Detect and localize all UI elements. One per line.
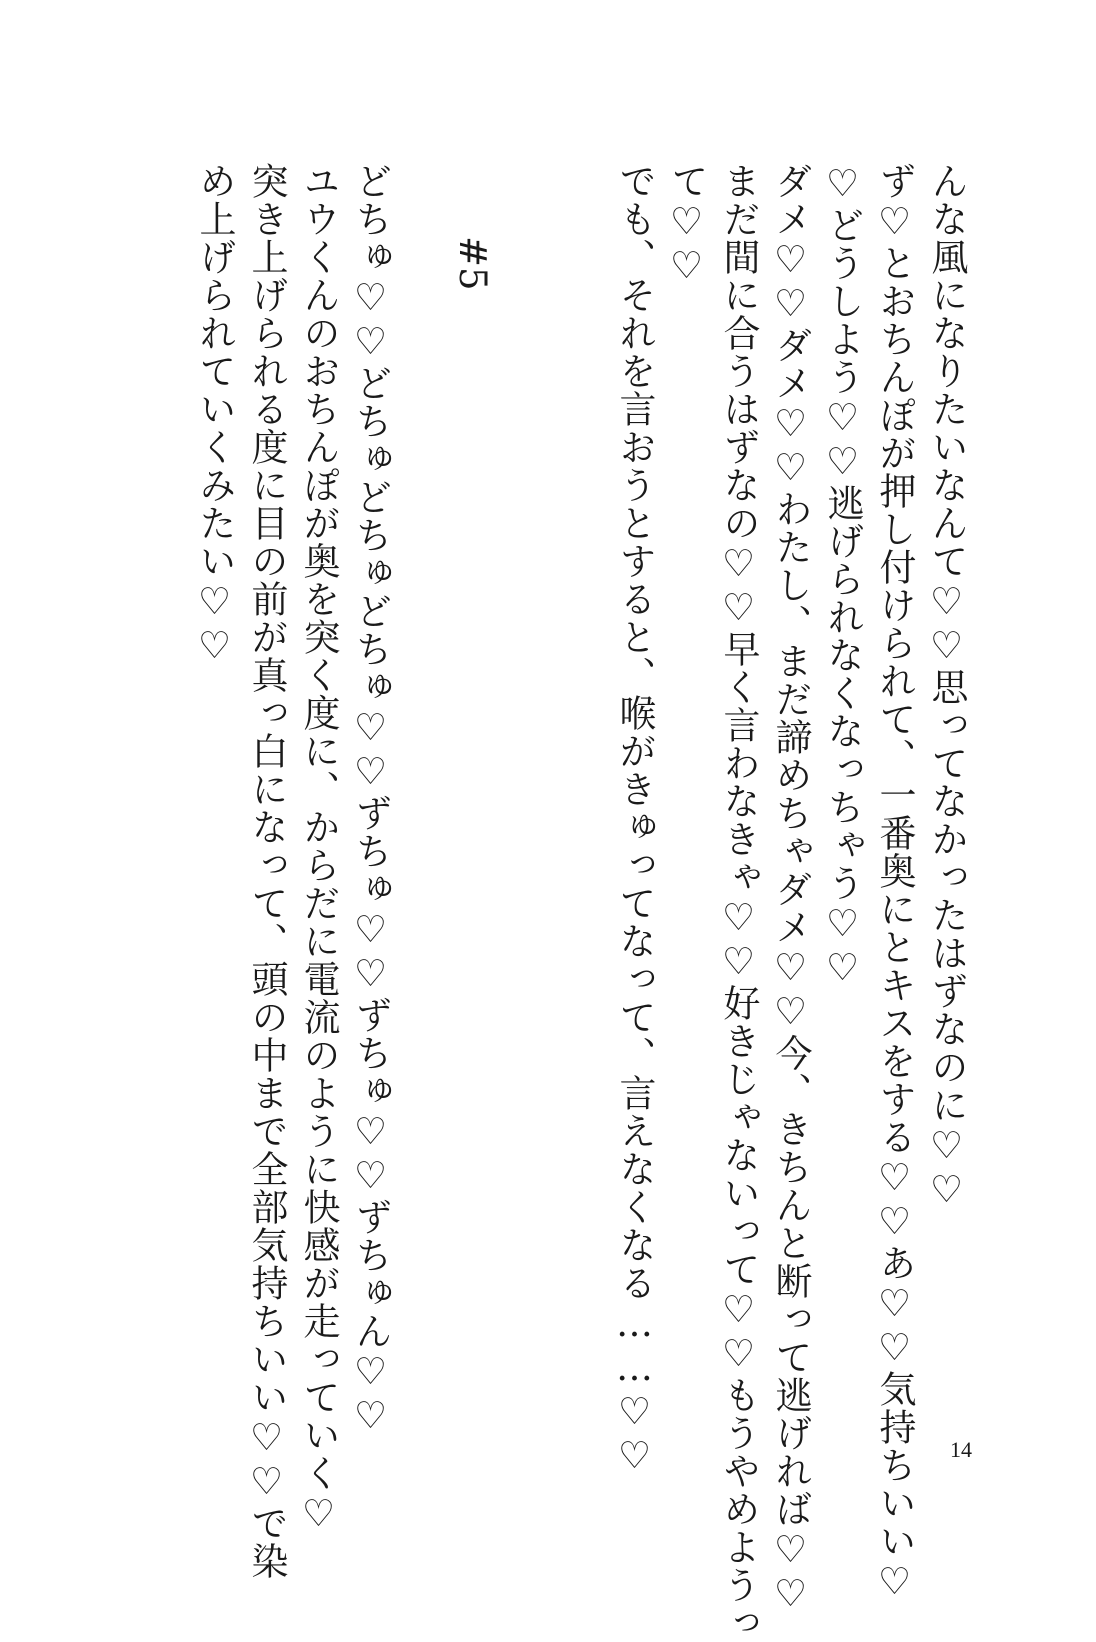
text-line-6: て♡♡ [665,162,708,288]
section-line-4: め上げられていくみたい♡♡ [193,162,236,668]
section-line-2: ユウくんのおちんぽが奥を突く度に、からだに電流のように快感が走っていく♡ [297,162,340,1536]
text-line-2: ず♡とおちんぽが押し付けられて、一番奥にとキスをする♡♡あ♡♡気持ちいい♡ [873,162,916,1604]
section-line-1: どちゅ♡♡どちゅどちゅどちゅ♡♡ずちゅ♡♡ずちゅ♡♡ずちゅん♡♡ [349,162,392,1438]
text-line-5: まだ間に合うはずなの♡♡早く言わなきゃ♡♡好きじゃないって♡♡もうやめようっ [717,162,760,1642]
section-heading: #5 [451,236,494,291]
page-number: 14 [950,1437,972,1462]
text-line-7: でも、それを言おうとすると、喉がきゅってなって、言えなくなる……♡♡ [613,162,656,1478]
text-line-4: ダメ♡♡ダメ♡♡わたし、まだ諦めちゃダメ♡♡今、きちんと断って逃げれば♡♡ [769,162,812,1616]
text-line-1: んな風になりたいなんて♡♡思ってなかったはずなのに♡♡ [925,162,968,1212]
text-line-3: ♡どうしよう♡♡逃げられなくなっちゃう♡♡ [821,162,864,990]
section-line-3: 突き上げられる度に目の前が真っ白になって、頭の中まで全部気持ちいい♡♡で染 [245,162,288,1580]
